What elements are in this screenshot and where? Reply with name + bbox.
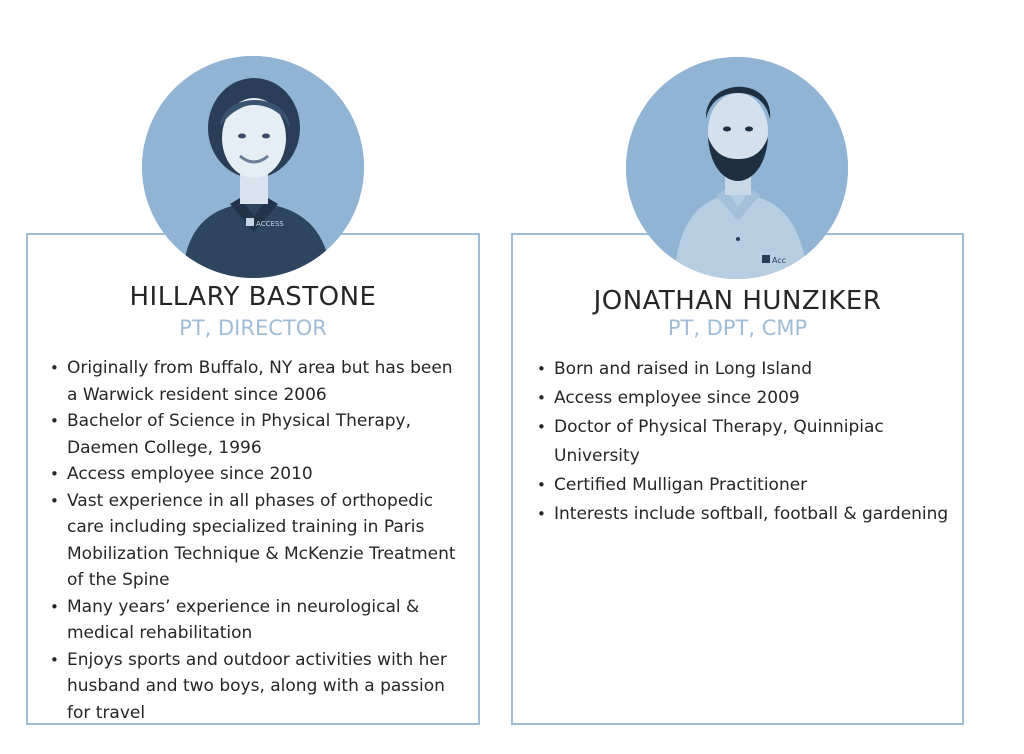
shirt-logo-text: Acc [772,256,787,265]
list-item: • Interests include softball, football & gardening [537,500,952,529]
profile-bullet-list [50,355,468,726]
profile-card-hillary-bastone [26,233,480,725]
profile-name: JONATHAN HUNZIKER [593,286,882,316]
list-item: • Born and raised in Long Island [537,355,952,384]
list-item: • Doctor of Physical Therapy, Quinnipiac University [537,413,952,471]
list-item: • Access employee since 2009 [537,384,952,413]
list-item: • Originally from Buffalo, NY area but has been a Warwick resident since 2006 [50,355,468,408]
list-item: • Access employee since 2010 [50,461,468,488]
profile-title: PT, DPT, CMP [667,316,808,340]
list-item: • Many years’ experience in neurological & medical rehabilitation [50,594,468,647]
hillary-bastone-portrait [142,56,364,278]
shirt-logo-text: ACCESS [256,220,284,228]
profile-bullet-list [537,355,952,529]
list-item: • Bachelor of Science in Physical Therapy, Daemen College, 1996 [50,408,468,461]
profile-card-jonathan-hunziker [511,233,964,725]
list-item: • Certified Mulligan Practitioner [537,471,952,500]
profile-title: PT, DIRECTOR [179,316,327,340]
list-item: • Enjoys sports and outdoor activities with her husband and two boys, along with a passion for travel [50,647,468,727]
jonathan-hunziker-portrait [626,57,848,279]
profile-name: HILLARY BASTONE [129,282,377,312]
list-item: • Vast experience in all phases of orthopedic care including specialized training in Paris Mobilization Technique & McKenzie Treatment of the Spine [50,488,468,594]
